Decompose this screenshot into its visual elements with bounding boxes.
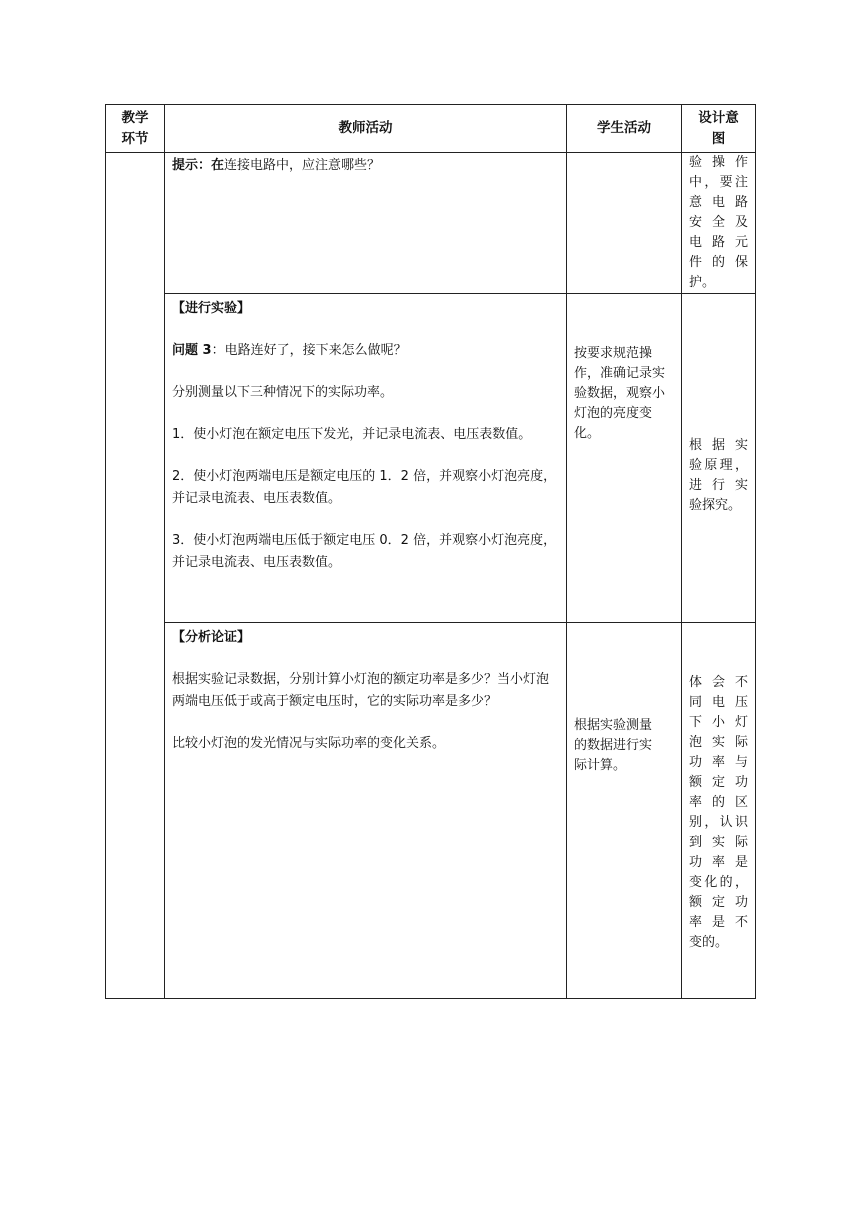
design-intent-line: 根 据 实: [689, 438, 748, 453]
table-row: [106, 294, 756, 623]
design-intent-line: 护。: [689, 275, 716, 290]
header-design-intent-line2: 图: [711, 130, 726, 147]
design-intent-line: 率 是 不: [689, 915, 748, 930]
hint-text-lead: 在: [211, 158, 225, 173]
header-teaching-stage-line2: 环节: [121, 130, 149, 147]
header-student-activity: 学生活动: [567, 105, 682, 153]
student-activity-line: 际计算。: [574, 758, 627, 773]
student-activity-line: 按要求规范操: [574, 346, 653, 361]
analysis-paragraph-1: 根据实验记录数据，分别计算小灯泡的额定功率是多少？当小灯泡两端电压低于或高于额定电压时，它的实际功率是多少？: [172, 672, 550, 709]
hint-paragraph: [172, 155, 560, 177]
teacher-activity-cell: [165, 294, 567, 623]
question-paragraph: [172, 340, 560, 362]
design-intent-line: 意 电 路: [689, 195, 748, 210]
experiment-step-3: 3．使小灯泡两端电压低于额定电压 0．2 倍，并观察小灯泡亮度，并记录电流表、电压表数值。: [172, 533, 557, 570]
experiment-intro: 分别测量以下三种情况下的实际功率。: [172, 385, 394, 400]
student-activity-line: 灯泡的亮度变: [574, 406, 653, 421]
design-intent-cell: [682, 153, 756, 294]
design-intent-line: 额 定 功: [689, 775, 748, 790]
design-intent-line: 到 实 际: [689, 835, 748, 850]
design-intent-cell: [682, 294, 756, 623]
design-intent-line: 泡 实 际: [689, 735, 748, 750]
header-teacher-activity: 教师活动: [165, 105, 567, 153]
design-intent-cell: [682, 623, 756, 999]
question-text: ：电路连好了，接下来怎么做呢？: [211, 343, 407, 358]
header-teaching-stage-line1: 教学: [121, 109, 149, 126]
student-activity-line: 根据实验测量: [574, 718, 653, 733]
table-row: [106, 623, 756, 999]
design-intent-line: 别，认识: [689, 815, 748, 830]
design-intent-line: 同 电 压: [689, 695, 748, 710]
question-label: 问题 3: [172, 343, 212, 358]
design-intent-line: 验 操 作: [689, 155, 748, 170]
design-intent-line: 功 率 与: [689, 755, 748, 770]
teaching-stage-cell: [106, 153, 165, 999]
analysis-paragraph-2: 比较小灯泡的发光情况与实际功率的变化关系。: [172, 736, 446, 751]
design-intent-line: 验原理，: [689, 458, 748, 473]
design-intent-line: 件 的 保: [689, 255, 748, 270]
design-intent-line: 进 行 实: [689, 478, 748, 493]
design-intent-line: 率 的 区: [689, 795, 748, 810]
design-intent-line: 功 率 是: [689, 855, 748, 870]
student-activity-line: 验数据，观察小: [574, 386, 666, 401]
design-intent-line: 变的。: [689, 935, 729, 950]
design-intent-line: 安 全 及: [689, 215, 748, 230]
header-design-intent-line1: 设计意: [698, 109, 739, 126]
hint-label: 提示：: [172, 158, 212, 173]
design-intent-line: 验探究。: [689, 498, 742, 513]
design-intent-line: 额 定 功: [689, 895, 748, 910]
design-intent-line: 下 小 灯: [689, 715, 748, 730]
header-design-intent: [682, 105, 756, 153]
section-title-analysis: 【分析论证】: [172, 630, 251, 645]
table-header-row: [106, 105, 756, 153]
student-activity-line: 作，准确记录实: [574, 366, 666, 381]
teacher-activity-cell: [165, 623, 567, 999]
lesson-plan-table: [105, 104, 756, 999]
header-teaching-stage: [106, 105, 165, 153]
student-activity-line: 的数据进行实: [574, 738, 653, 753]
experiment-step-1: 1．使小灯泡在额定电压下发光，并记录电流表、电压表数值。: [172, 427, 532, 442]
design-intent-line: 变化的，: [689, 875, 748, 890]
section-title-experiment: 【进行实验】: [172, 301, 251, 316]
design-intent-line: 中，要注: [689, 175, 748, 190]
design-intent-line: 电 路 元: [689, 235, 748, 250]
hint-text-rest: 连接电路中，应注意哪些？: [224, 158, 381, 173]
experiment-step-2: 2．使小灯泡两端电压是额定电压的 1．2 倍，并观察小灯泡亮度，并记录电流表、电压表数值。: [172, 469, 557, 506]
student-activity-cell: [567, 294, 682, 623]
table-row: [106, 153, 756, 294]
hint-text: [211, 158, 380, 173]
student-activity-cell: [567, 623, 682, 999]
student-activity-cell: [567, 153, 682, 294]
student-activity-line: 化。: [574, 426, 601, 441]
teacher-activity-cell: [165, 153, 567, 294]
design-intent-line: 体 会 不: [689, 675, 748, 690]
